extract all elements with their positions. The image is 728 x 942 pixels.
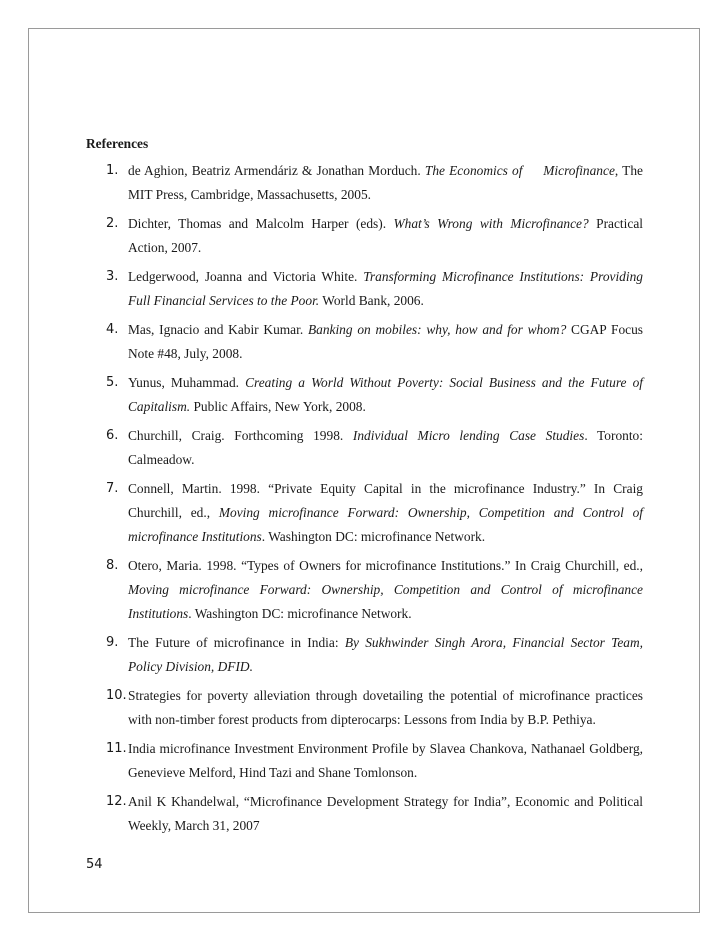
reference-item	[86, 212, 643, 260]
reference-number: 3.	[106, 269, 119, 284]
reference-item	[86, 631, 643, 679]
reference-part: . Toronto: Calmeadow.	[128, 428, 643, 467]
reference-item	[86, 424, 643, 472]
reference-part: Dichter, Thomas and Malcolm Harper (eds).	[128, 216, 394, 231]
reference-part: Otero, Maria. 1998. “Types of Owners for microfinance Institutions.” In Craig Churchill, ed.,	[128, 558, 643, 573]
reference-title: Moving microfinance Forward: Ownership, Competition and Control of microfinance Institutions	[128, 582, 643, 621]
reference-part: Practical Action, 2007.	[128, 216, 643, 255]
reference-number: 6.	[106, 428, 119, 443]
reference-text	[128, 159, 643, 207]
reference-title: Creating a World Without Poverty: Social Business and the Future of Capitalism.	[128, 375, 643, 414]
reference-number: 10.	[106, 688, 127, 703]
reference-part: Yunus, Muhammad.	[128, 375, 246, 390]
reference-number: 4.	[106, 322, 119, 337]
reference-number: 12.	[106, 794, 127, 809]
reference-text	[128, 212, 643, 260]
reference-number: 1.	[106, 163, 119, 178]
reference-text	[128, 265, 643, 313]
reference-part: Connell, Martin. 1998. “Private Equity Capital in the microfinance Industry.” In Craig Churchill, ed.,	[128, 481, 643, 520]
page-number: 54	[86, 857, 103, 872]
reference-text	[128, 424, 643, 472]
reference-part: Churchill, Craig. Forthcoming 1998.	[128, 428, 353, 443]
reference-number: 8.	[106, 558, 119, 573]
reference-text	[128, 554, 643, 626]
reference-part: , The MIT Press, Cambridge, Massachusetts, 2005.	[128, 163, 643, 202]
reference-part: Mas, Ignacio and Kabir Kumar.	[128, 322, 308, 337]
reference-text	[128, 318, 643, 366]
reference-number: 11.	[106, 741, 127, 756]
reference-part: Ledgerwood, Joanna and Victoria White.	[128, 269, 364, 284]
reference-part: Strategies for poverty alleviation through dovetailing the potential of microfinance practices with non-timber forest products from dipterocarps: Lessons from India by B.P. Pethiya.	[128, 688, 643, 727]
reference-number: 5.	[106, 375, 119, 390]
reference-title: Transforming Microfinance Institutions: Providing Full Financial Services to the Poor.	[128, 269, 643, 308]
reference-number: 7.	[106, 481, 119, 496]
reference-item	[86, 737, 643, 785]
reference-text	[128, 631, 643, 679]
reference-part: . Washington DC: microfinance Network.	[261, 529, 486, 544]
reference-part: de Aghion, Beatriz Armendáriz & Jonathan Morduch.	[128, 163, 425, 178]
reference-item	[86, 371, 643, 419]
reference-item	[86, 318, 643, 366]
reference-part: The Future of microfinance in India:	[128, 635, 345, 650]
reference-part: CGAP Focus Note #48, July, 2008.	[128, 322, 643, 361]
reference-title: Banking on mobiles: why, how and for whom?	[307, 322, 567, 337]
references-heading: References	[86, 136, 149, 151]
reference-text	[128, 737, 643, 785]
reference-text	[128, 684, 643, 732]
reference-item	[86, 554, 643, 626]
references-list	[86, 159, 643, 838]
references-section	[86, 134, 643, 843]
reference-title: Individual Micro lending Case Studies	[352, 428, 585, 443]
reference-number: 9.	[106, 635, 119, 650]
reference-part: World Bank, 2006.	[319, 293, 424, 308]
reference-title: The Economics of Microfinance	[424, 163, 615, 178]
reference-item	[86, 790, 643, 838]
reference-title: By Sukhwinder Singh Arora, Financial Sector Team, Policy Division, DFID.	[128, 635, 643, 674]
reference-title: What’s Wrong with Microfinance?	[393, 216, 589, 231]
reference-part: Public Affairs, New York, 2008.	[190, 399, 366, 414]
reference-text	[128, 477, 643, 549]
reference-item	[86, 265, 643, 313]
reference-item	[86, 684, 643, 732]
reference-item	[86, 477, 643, 549]
reference-text	[128, 790, 643, 838]
reference-title: Moving microfinance Forward: Ownership, Competition and Control of microfinance Institutions	[128, 505, 643, 544]
reference-part: India microfinance Investment Environment Profile by Slavea Chankova, Nathanael Goldberg, Genevieve Melford, Hind Tazi and Shane Tomlonson.	[128, 741, 643, 780]
reference-item	[86, 159, 643, 207]
reference-part: Anil K Khandelwal, “Microfinance Development Strategy for India”, Economic and Political Weekly, March 31, 2007	[128, 794, 643, 833]
reference-number: 2.	[106, 216, 119, 231]
reference-text	[128, 371, 643, 419]
reference-part: . Washington DC: microfinance Network.	[188, 606, 412, 621]
